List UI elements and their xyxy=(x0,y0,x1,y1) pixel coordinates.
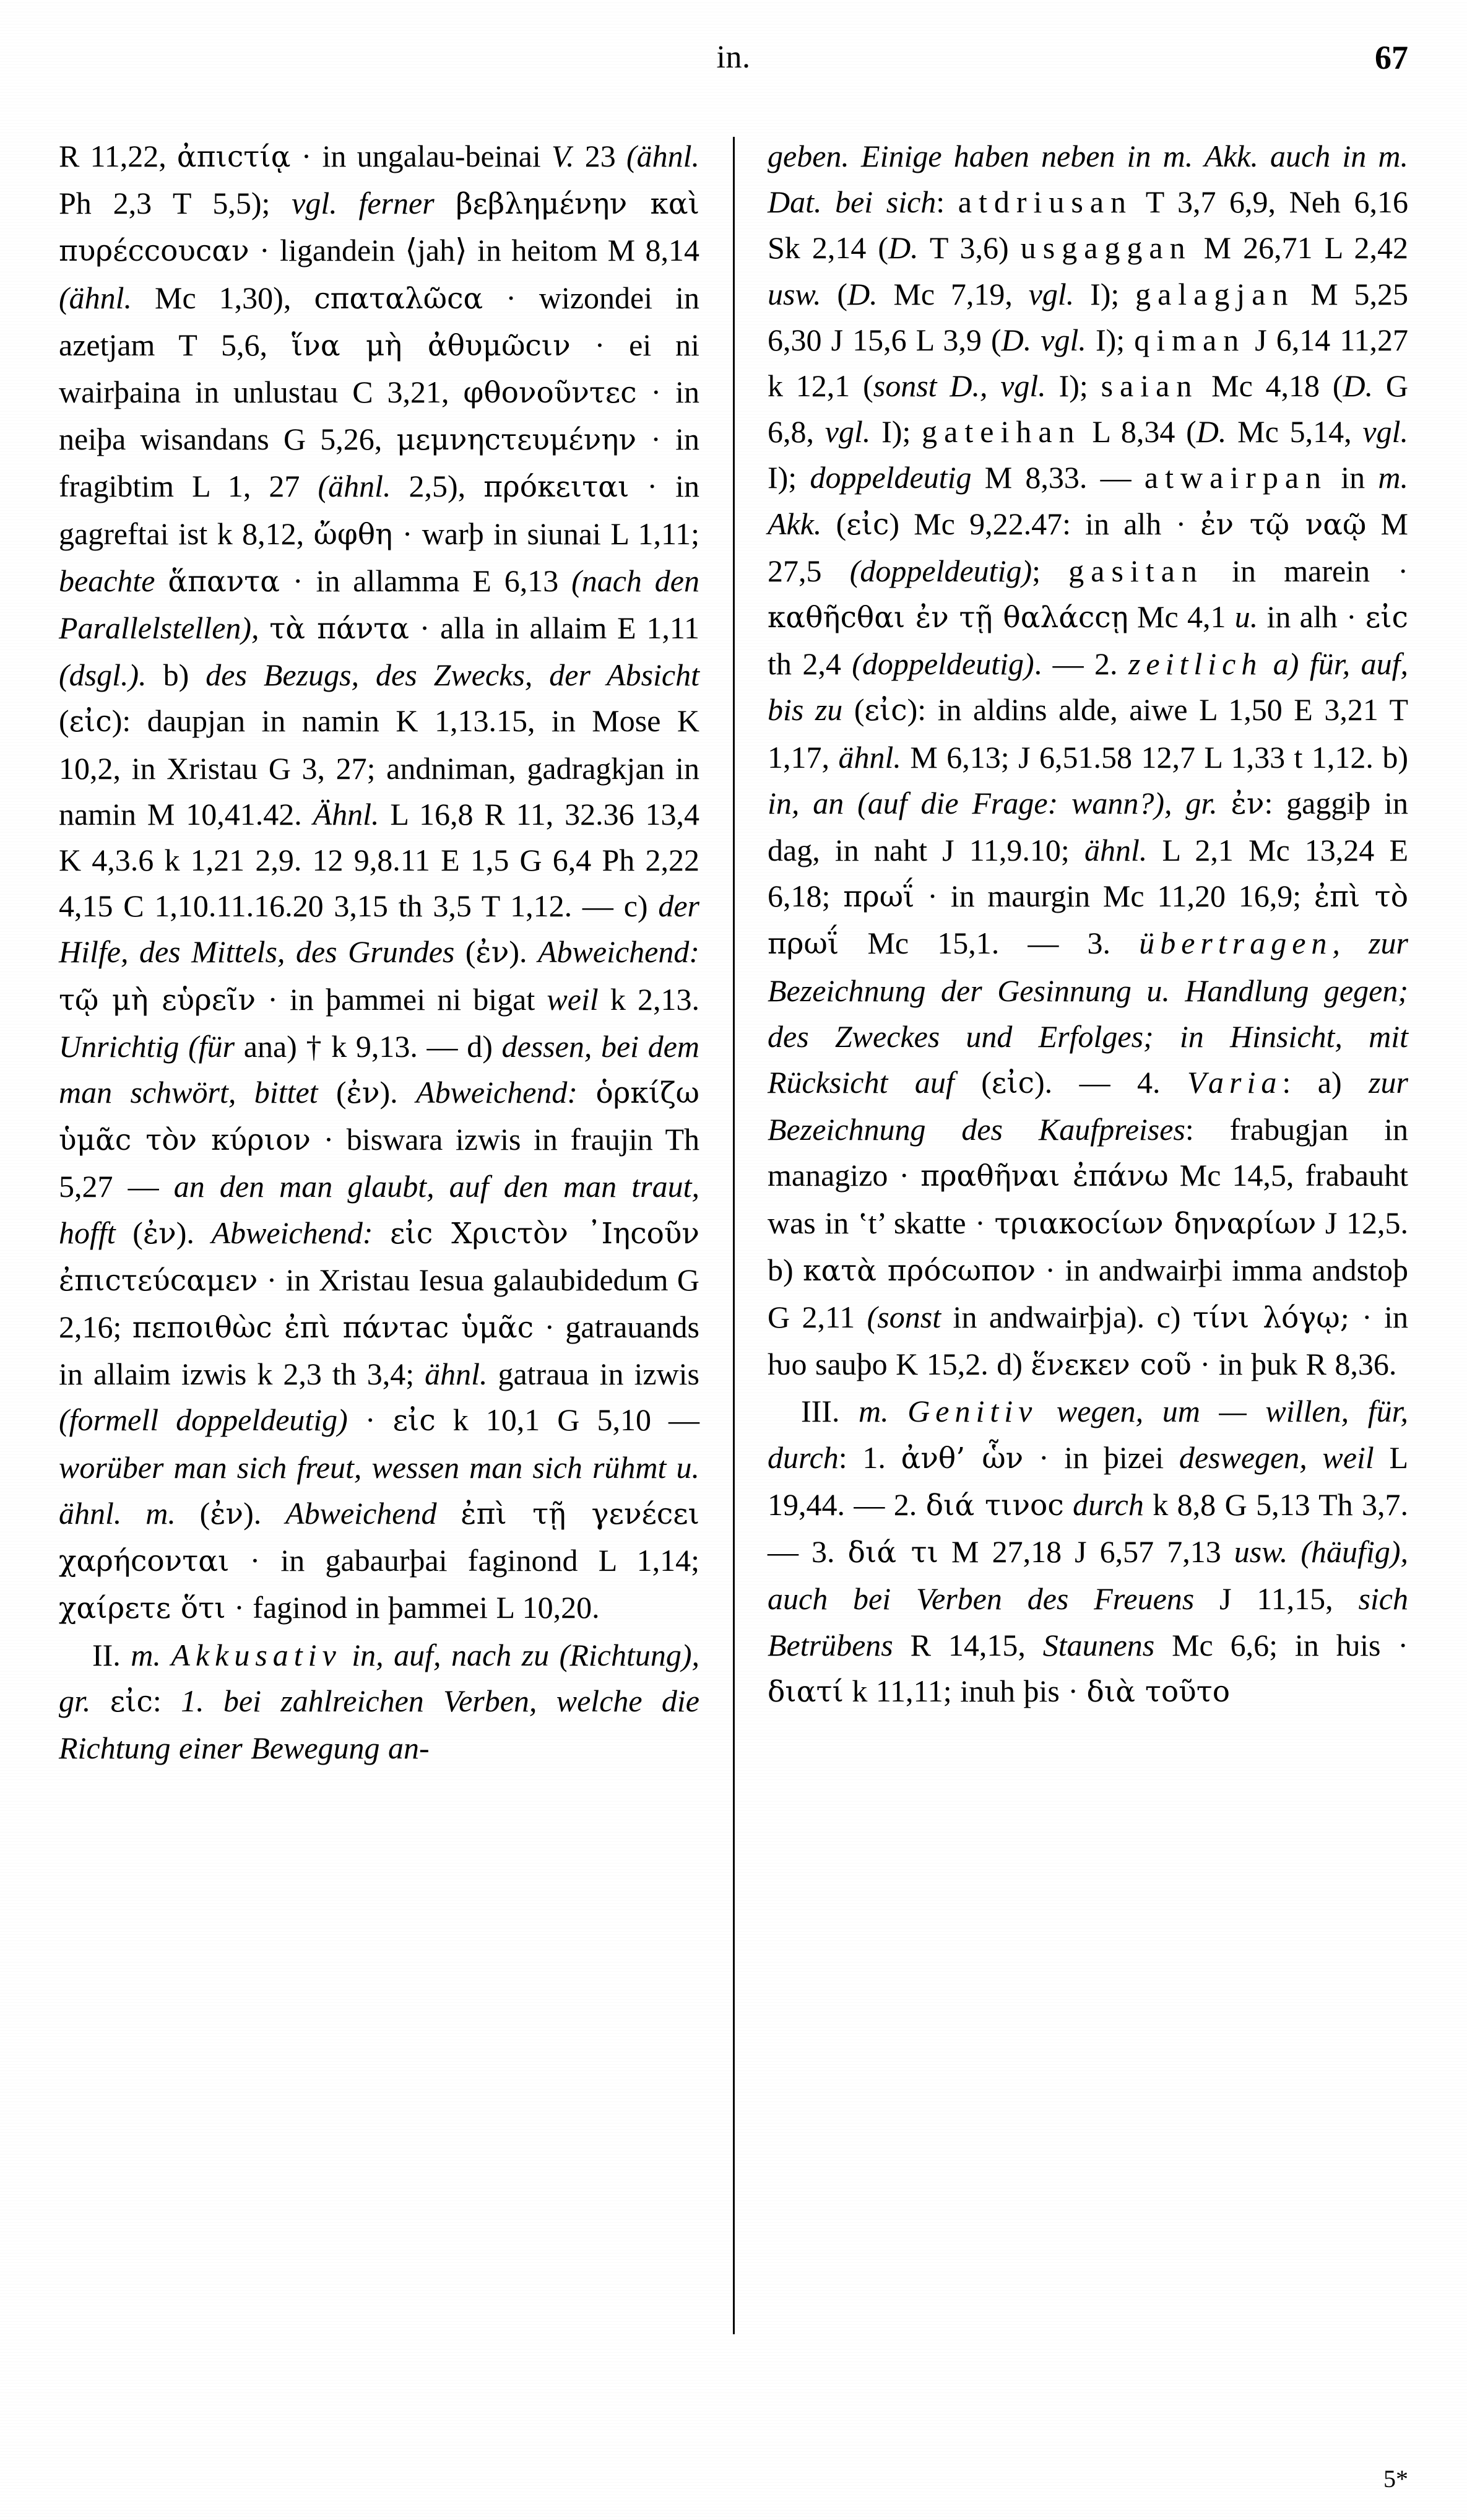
text-run-roman: · in andwairþi imma andstoþ G 2,11 xyxy=(768,1252,1408,1335)
text-run-roman: ( xyxy=(336,1075,347,1110)
text-run-italic: (ähnl. xyxy=(59,280,132,315)
text-run-roman: L 16,8 R 11, 32.36 13,4 K 4,3.6 k 1,21 2,9. 12 9,8.11 E 1,5 G 6,4 Ph 2,22 4,15 C 1,10.11.16.20 3,15 th 3,5 T 1,12. — c) xyxy=(59,796,700,924)
text-run-roman: 2,5), xyxy=(391,469,484,504)
text-run-roman: ). xyxy=(379,1075,417,1110)
text-run-italic: deswegen, weil xyxy=(1179,1440,1374,1475)
text-run-greek: ἀπιcτίᾳ xyxy=(176,140,291,174)
text-run-italic: ähnl. xyxy=(838,739,901,775)
text-run-roman: II. xyxy=(92,1637,131,1672)
text-run-roman: I); xyxy=(870,414,922,450)
text-run-greek: πρόκειται xyxy=(483,470,630,505)
text-run-italic: (formell doppeldeutig) xyxy=(59,1402,348,1438)
page-title: in. xyxy=(716,40,751,75)
text-run-greek: ἐν xyxy=(1231,786,1265,821)
text-run-italic: an den man glaubt, auf den man traut, hofft xyxy=(59,1169,699,1250)
text-run-roman: k 8,8 G 5,13 Th 3,7. — 3. xyxy=(768,1487,1409,1570)
text-run-greek: ἐπὶ τῇ γενέcει χαρήcονται xyxy=(59,1497,699,1579)
text-run-greek: καθῆcθαι ἐν τῇ θαλάccῃ xyxy=(768,601,1128,635)
text-run-italic: D. xyxy=(1196,414,1227,450)
text-run-roman: in xyxy=(1328,460,1378,495)
text-run-roman: Mc 14,5, frabauht was in ‛t’ skatte · xyxy=(768,1158,1409,1240)
text-run-greek: ἐν xyxy=(475,936,509,970)
text-run-italic: (nach den Parallelstellen), xyxy=(59,563,699,646)
text-run-italic: weil xyxy=(547,981,599,1017)
text-run-roman: ( xyxy=(854,692,865,728)
text-run-roman: G 6,8, xyxy=(768,368,1409,450)
text-run-italic-spaced: zeitlich xyxy=(1128,646,1263,682)
text-run-greek: ἐν xyxy=(346,1076,380,1111)
text-run-greek: εἰc xyxy=(392,1404,436,1438)
text-run-greek: βεβλημένην καὶ πυρέccoυcαν xyxy=(59,187,699,269)
text-run-roman: L 8,34 ( xyxy=(1081,414,1197,450)
text-run-roman: · in allamma E 6,13 xyxy=(280,563,572,598)
text-run-roman: R 14,15, xyxy=(893,1627,1043,1662)
text-run-greek: πεποιθὼc ἐπὶ πάντac ὑμᾶc xyxy=(132,1311,534,1345)
text-run-italic: der Hilfe, des Mittels, des Grundes xyxy=(59,889,699,970)
text-run-greek: εἰc xyxy=(1365,601,1408,635)
text-run-greek: ἵνα μὴ ἀθυμῶcιν xyxy=(291,328,571,363)
text-run-roman: I); xyxy=(1074,276,1136,311)
text-run-roman: Mc 1,30), xyxy=(132,280,314,315)
text-run-roman: J 11,15, xyxy=(1194,1581,1359,1617)
text-run-roman: ( xyxy=(821,506,847,541)
text-run-greek: τριακοcίων δηναρίων xyxy=(994,1206,1317,1241)
text-run-greek: ἀνθ’ ὧν xyxy=(901,1441,1024,1475)
text-run-italic-spaced: Varia xyxy=(1187,1065,1283,1100)
text-run-roman: · ei ni wairþaina in unlustau C 3,21, xyxy=(59,327,699,410)
text-run-roman: Mc 6,6; in ƕis · xyxy=(1154,1627,1408,1662)
text-run-greek: εἰc xyxy=(846,507,889,542)
text-run-roman: Ph 2,3 T 5,5); xyxy=(59,186,292,221)
text-run-roman: T 3,6) xyxy=(918,230,1021,266)
text-run-greek: τὰ πάντα xyxy=(269,612,410,646)
text-run-italic: V. xyxy=(551,139,574,173)
text-run-roman: · in gabaurþai faginond L 1,14; xyxy=(229,1543,699,1578)
text-run-roman: gatraua in izwis xyxy=(487,1357,699,1392)
text-run-roman: · in gagreftai ist k 8,12, xyxy=(59,469,700,551)
text-run-italic: m. xyxy=(859,1394,908,1429)
text-run-italic: (doppeldeutig) xyxy=(852,646,1034,682)
text-run-roman: ). — 4. xyxy=(1034,1065,1188,1100)
text-run-italic: D. vgl. xyxy=(1001,322,1086,357)
text-run-roman: · in maurgin Mc 11,20 16,9; xyxy=(914,879,1314,914)
text-run-italic: 1. bei zahlreichen Verben, welche die Richtung einer Bewegung an- xyxy=(59,1683,699,1765)
text-run-roman: ( xyxy=(981,1065,992,1100)
right-text-column xyxy=(768,133,1408,1715)
text-run-italic: Ähnl. xyxy=(313,796,379,832)
text-run-italic: beachte xyxy=(59,563,168,598)
dictionary-paragraph xyxy=(59,133,699,1632)
running-head xyxy=(59,38,1408,82)
text-run-italic: doppeldeutig xyxy=(810,460,972,495)
column-rule-divider xyxy=(699,133,768,2436)
text-run-roman: : 1. xyxy=(838,1440,901,1475)
text-run-roman: : a) xyxy=(1282,1065,1369,1100)
text-run-roman: ana) † k 9,13. — d) xyxy=(243,1028,502,1064)
text-run-roman: · in neiþa wisandans G 5,26, xyxy=(59,375,699,457)
text-run-roman: · gatrauands in allaim izwis k 2,3 th 3,4; xyxy=(59,1310,699,1392)
text-run-roman: M 27,18 J 6,57 7,13 xyxy=(938,1534,1234,1570)
text-run-italic: Abweichend: xyxy=(537,934,699,970)
text-run-greek: ἐν xyxy=(142,1216,176,1251)
text-run-roman: · biswara izwis in fraujin Th 5,27 — xyxy=(59,1122,699,1204)
text-run-italic: vgl. xyxy=(824,414,871,450)
text-run-roman: Mc 5,14, xyxy=(1226,414,1363,450)
text-run-greek: μεμνηcτευμένην xyxy=(396,423,637,458)
text-run-greek: πραθῆναι ἐπάνω xyxy=(920,1159,1169,1194)
text-run-roman: Mc 4,1 xyxy=(1128,599,1235,635)
text-run-roman: M 26,71 L 2,42 xyxy=(1192,230,1408,266)
text-run-italic: ähnl. xyxy=(1084,833,1148,868)
text-run-italic: (doppeldeutig) xyxy=(849,553,1032,588)
text-run-greek: τίνι λόγῳ; xyxy=(1192,1301,1350,1336)
text-run-greek: φθονοῦντεc xyxy=(463,376,637,411)
text-run-greek: τῷ μὴ εὑρεῖν xyxy=(59,983,256,1017)
text-run-greek: εἰc xyxy=(69,705,112,739)
text-run-roman: ). xyxy=(243,1495,286,1531)
text-run-greek: ὁρκίζω ὑμᾶc τὸν κύριον xyxy=(59,1076,699,1158)
text-run-italic: ähnl. xyxy=(425,1357,488,1392)
text-run-italic: in, an (auf die Frage: wann?), gr. xyxy=(768,785,1231,820)
column-container xyxy=(59,133,1408,2436)
signature-mark: 5* xyxy=(1383,2465,1408,2493)
text-run-spaced: atdriusan xyxy=(958,185,1133,220)
left-text-column xyxy=(59,133,699,1771)
text-run-italic-spaced: Genitiv xyxy=(907,1394,1038,1429)
text-run-italic: worüber man sich freut, wessen man sich rühmt u. ähnl. m. xyxy=(59,1449,699,1531)
text-run-roman: : xyxy=(936,185,958,220)
text-run-roman: in andwairþja). c) xyxy=(941,1300,1193,1335)
text-run-spaced: gasitan xyxy=(1068,553,1204,588)
text-run-italic: , zur Bezeichnung der Gesinnung u. Handlung gegen; des Zweckes und Erfolges; in Hinsicht, mit Rücksicht auf xyxy=(768,926,1408,1100)
text-run-spaced: galagjan xyxy=(1135,276,1295,311)
text-run-italic: geben. Einige haben neben in m. Akk. auch in m. Dat. bei sich xyxy=(768,139,1408,220)
text-run-italic: Abweichend: xyxy=(211,1215,391,1250)
text-run-roman: ( xyxy=(132,1215,143,1250)
text-run-roman: M 27,5 xyxy=(768,506,1408,588)
text-run-roman: ( xyxy=(59,703,69,739)
text-run-roman: · in ungalau-beinai xyxy=(290,139,552,173)
text-run-greek: πρωΐ xyxy=(843,880,915,915)
text-run-roman: : gaggiþ in dag, in naht J 11,9.10; xyxy=(768,785,1408,868)
text-run-italic: D. xyxy=(888,230,919,266)
text-run-italic: vgl. ferner xyxy=(292,186,456,221)
text-run-greek: κατὰ πρόcωπον xyxy=(803,1253,1036,1288)
text-run-italic: sonst D., vgl. xyxy=(873,368,1046,404)
text-run-greek: ἐν τῷ ναῷ xyxy=(1200,507,1367,542)
text-run-roman: I); xyxy=(1045,368,1101,404)
text-run-italic: vgl. xyxy=(1028,276,1075,311)
page-number: 67 xyxy=(1375,39,1408,76)
text-run-italic: usw. (häufig), auch bei Verben des Freuens xyxy=(768,1534,1408,1617)
text-run-spaced: atwairpan xyxy=(1144,460,1328,495)
dictionary-paragraph xyxy=(768,133,1408,1388)
text-run-roman: III. xyxy=(801,1394,859,1429)
text-run-roman: · in ƕo sauþo K 15,2. d) xyxy=(768,1300,1408,1382)
text-run-italic: durch xyxy=(1073,1487,1144,1522)
text-run-roman xyxy=(259,610,270,645)
text-run-greek: διατί xyxy=(768,1674,844,1709)
text-run-roman: Mc 15,1. — 3. xyxy=(839,926,1140,961)
text-run-greek: διά τι xyxy=(847,1536,938,1570)
text-run-roman: : frabugjan in managizo · xyxy=(768,1112,1408,1193)
text-run-roman: ) Mc 9,22.47: in alh · xyxy=(889,506,1201,541)
text-run-roman: ). xyxy=(509,934,538,970)
text-run-roman: ( xyxy=(465,934,476,970)
text-run-roman: L 19,44. — 2. xyxy=(768,1440,1409,1522)
text-run-italic: vgl. xyxy=(1362,414,1408,450)
dictionary-paragraph xyxy=(59,1632,699,1771)
text-run-roman: ; xyxy=(1032,553,1069,588)
text-run-italic: usw. xyxy=(768,276,821,311)
text-run-greek: εἰc Χριcτὸν ᾽Ιηcοῦν ἐπιcτεύcαμεν xyxy=(59,1216,700,1298)
text-run-greek: εἰc xyxy=(110,1684,153,1719)
text-run-roman: ): in aldins alde, aiwe L 1,50 E 3,21 T 1,17, xyxy=(768,692,1408,775)
text-run-roman: in marein · xyxy=(1203,553,1408,588)
text-run-spaced: gateihan xyxy=(922,414,1081,450)
text-run-italic: wegen, um — willen, für, durch xyxy=(768,1394,1408,1475)
text-run-roman: I); xyxy=(768,460,810,495)
text-run-greek: ἅπαντα xyxy=(168,564,280,599)
text-run-greek: διά τινοc xyxy=(925,1488,1064,1523)
text-run-italic: a) für, auf, bis zu xyxy=(768,646,1408,728)
text-run-italic: (ähnl. xyxy=(626,139,700,173)
dictionary-paragraph xyxy=(768,1388,1408,1714)
text-run-italic: (ähnl. xyxy=(318,469,391,504)
text-run-italic: (sonst xyxy=(867,1300,941,1335)
text-run-roman: . — 2. xyxy=(1034,646,1128,682)
text-run-italic: D. xyxy=(1343,368,1374,404)
text-run-roman: L 2,1 Mc 13,24 E 6,18; xyxy=(768,833,1408,914)
text-run-italic: u. xyxy=(1234,599,1258,635)
text-run-roman: · faginod in þammei L 10,20. xyxy=(225,1590,600,1625)
text-run-greek: διὰ τοῦτο xyxy=(1086,1674,1231,1709)
text-run-roman: k 11,11; inuh þis · xyxy=(843,1673,1087,1708)
text-run-roman: M 5,25 6,30 J 15,6 L 3,9 ( xyxy=(768,276,1408,357)
text-run-roman: · in fragibtim L 1, 27 xyxy=(59,422,700,504)
text-run-roman: T 3,7 6,9, Neh 6,16 Sk 2,14 ( xyxy=(768,185,1408,266)
text-run-italic: Unrichtig (für xyxy=(59,1028,244,1064)
text-run-italic: sich Betrübens xyxy=(768,1581,1408,1662)
text-run-greek: χαίρετε ὅτι xyxy=(59,1591,226,1626)
text-run-italic-spaced: übertragen xyxy=(1139,926,1333,961)
text-run-italic: D. xyxy=(847,276,878,311)
text-run-roman: I); xyxy=(1086,322,1135,357)
text-run-greek: ἐπὶ τὸ πρωΐ xyxy=(768,880,1409,962)
text-run-roman: · alla in allaim E 1,11 xyxy=(409,610,699,646)
text-run-roman: · wizondei in azetjam T 5,6, xyxy=(59,280,699,362)
text-run-greek: ἐν xyxy=(210,1497,244,1531)
text-run-roman: Mc 7,19, xyxy=(877,276,1029,311)
text-run-roman: · xyxy=(347,1402,393,1438)
text-run-greek: ὤφθη xyxy=(313,517,393,552)
text-run-italic: (dsgl.). xyxy=(59,658,147,693)
text-run-roman: b) xyxy=(146,658,206,693)
text-run-italic: m. Akk. xyxy=(768,460,1408,541)
text-run-roman: · in Xristau Iesua galaubidedum G 2,16; xyxy=(59,1262,699,1345)
text-run-italic: Abweichend: xyxy=(416,1075,596,1110)
text-run-greek: εἰc xyxy=(864,693,907,728)
text-run-roman: R 11,22, xyxy=(59,139,177,173)
text-run-spaced: saian xyxy=(1101,368,1199,404)
text-run-italic: Staunens xyxy=(1042,1627,1155,1662)
text-run-italic: dessen, bei dem man schwört, bittet xyxy=(59,1028,700,1110)
text-run-italic-spaced: Akkusativ xyxy=(171,1637,342,1672)
text-run-roman: 23 xyxy=(574,139,626,173)
text-run-italic: des Bezugs, des Zwecks, der Absicht xyxy=(206,658,699,693)
text-run-roman: · warþ in siunai L 1,11; xyxy=(392,516,700,551)
text-run-roman: M 6,13; J 6,51.58 12,7 L 1,33 t 1,12. b) xyxy=(901,739,1408,775)
text-run-greek: cπαταλῶcα xyxy=(314,281,483,316)
text-run-roman: ). xyxy=(176,1215,212,1250)
text-run-roman: ( xyxy=(199,1495,210,1531)
text-run-roman: M 8,33. — xyxy=(971,460,1145,495)
text-run-roman: ( xyxy=(821,276,848,311)
text-run-roman: ): daupjan in namin K 1,13.15, in Mose K 10,2, in Xristau G 3, 27; andniman, gadragkjan in namin M 10,41.42. xyxy=(59,703,699,832)
text-run-roman: : xyxy=(152,1683,181,1718)
text-run-italic: zur Bezeichnung des Kaufpreises xyxy=(768,1065,1409,1147)
text-run-roman: k 2,13. xyxy=(598,981,700,1017)
text-run-roman: th 2,4 xyxy=(768,646,852,682)
text-run-roman: in alh · xyxy=(1258,599,1365,635)
text-run-italic: Abweichend xyxy=(285,1495,461,1531)
text-run-roman: · ligandein ⟨jah⟩ in heitom M 8,14 xyxy=(249,233,699,268)
text-run-roman: · in þizei xyxy=(1023,1440,1179,1475)
text-run-roman: J 6,14 11,27 k 12,1 ( xyxy=(768,322,1408,404)
text-run-roman: · in þammei ni bigat xyxy=(256,981,547,1017)
text-run-spaced: qiman xyxy=(1134,322,1246,357)
text-run-greek: ἕνεκεν coῦ xyxy=(1031,1348,1192,1383)
text-run-greek: εἰc xyxy=(991,1066,1034,1101)
text-run-roman: · in þuk R 8,36. xyxy=(1192,1347,1397,1382)
text-run-italic: m. xyxy=(131,1637,171,1672)
text-run-roman: J 12,5. b) xyxy=(768,1205,1408,1287)
text-run-italic: in, auf, nach zu (Richtung), gr. xyxy=(59,1637,699,1718)
text-run-roman: k 10,1 G 5,10 — xyxy=(435,1402,700,1438)
text-run-roman: Mc 4,18 ( xyxy=(1198,368,1343,404)
text-run-spaced: usgaggan xyxy=(1020,230,1192,266)
text-run-roman xyxy=(1064,1487,1073,1522)
